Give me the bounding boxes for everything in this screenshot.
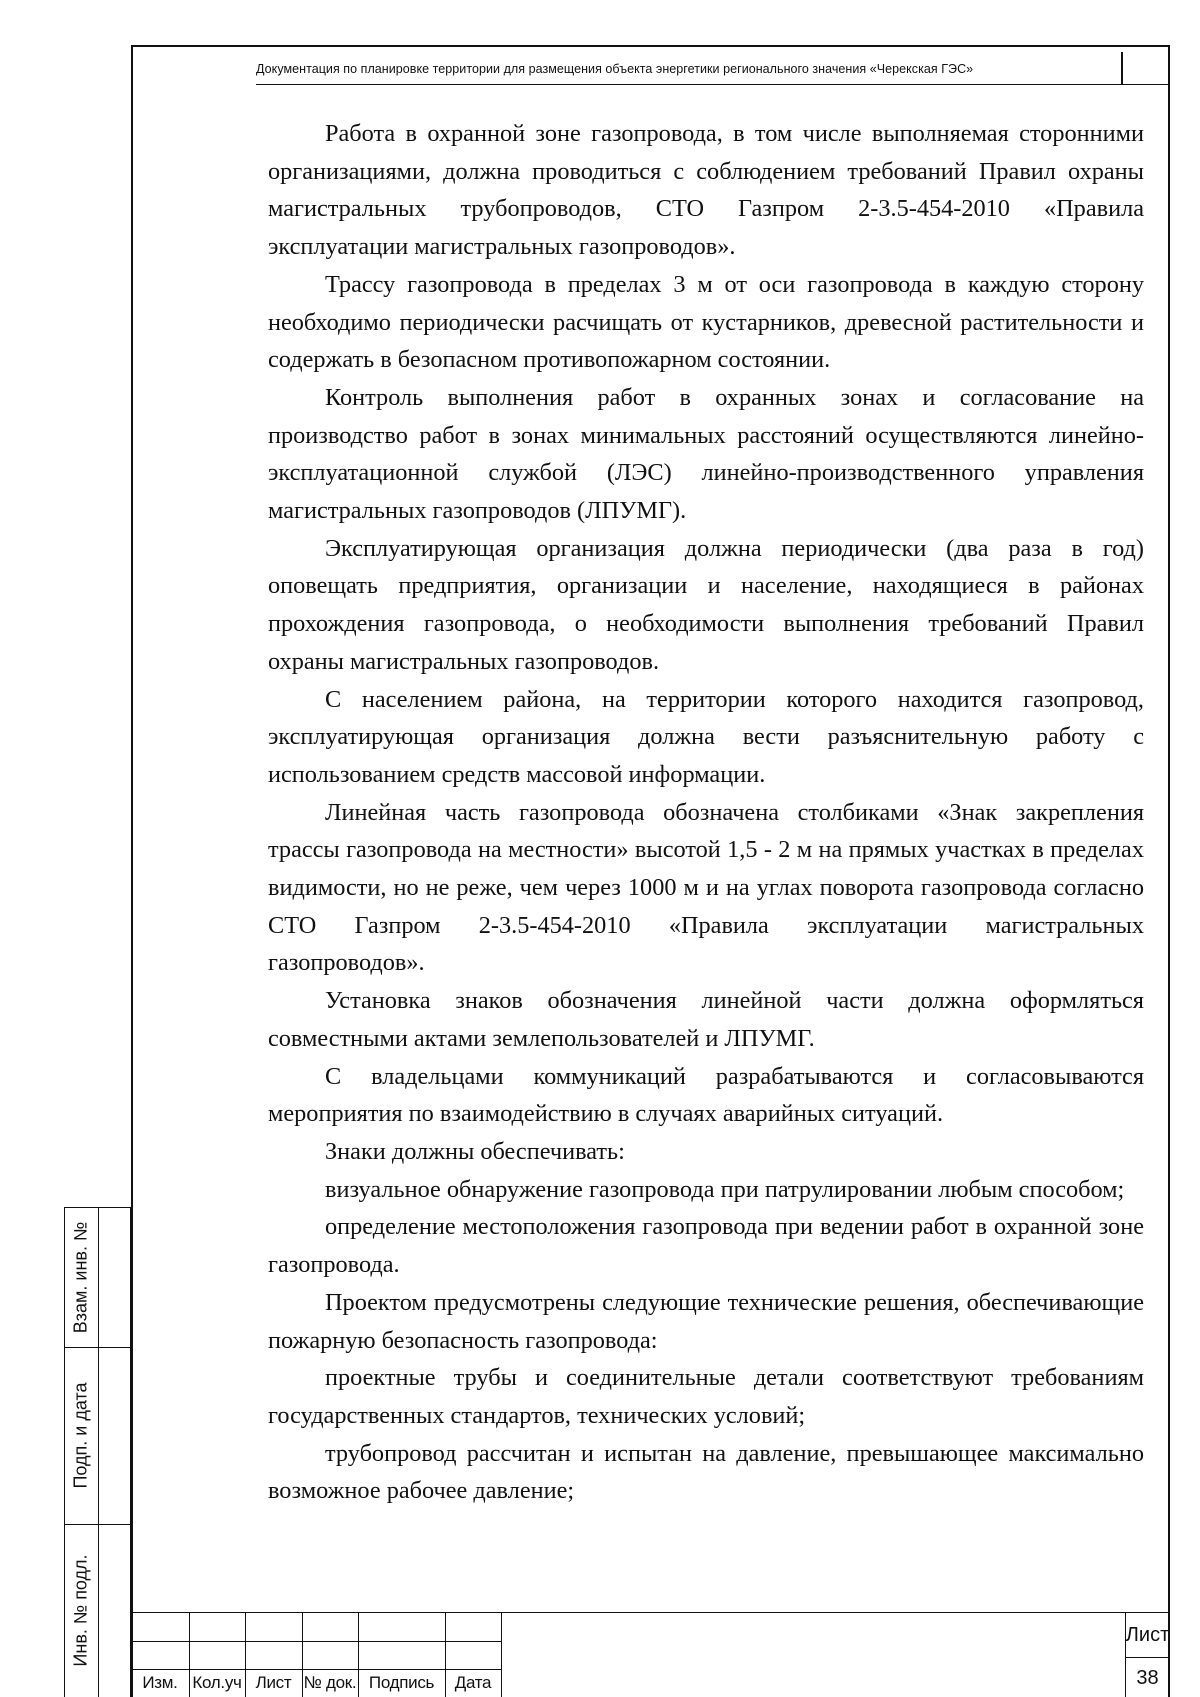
paragraph: Эксплуатирующая организация должна периодически (два раза в год) оповещать предприятия, организации и население, находящиеся в районах прохождения газопровода, о необходимости выполнения требований Правил охраны магистральных газопроводов. <box>268 534 1144 675</box>
header-divider <box>256 84 1121 85</box>
column-label-sheet: Лист <box>255 1673 292 1692</box>
column-label-change: Изм. <box>142 1673 178 1692</box>
paragraph: Контроль выполнения работ в охранных зонах и согласование на производство работ в зонах минимальных расстояний осуществляются линейно-эксплуатационной службой (ЛЭС) линейно-производственного управления магистральных газопроводов (ЛПУМГ). <box>268 383 1144 525</box>
header-divider-right <box>1121 84 1170 85</box>
paragraph: С населением района, на территории которого находится газопровод, эксплуатирующая организация должна вести разъяснительную работу с использованием средств массовой информации. <box>268 685 1144 788</box>
stamp-field-replacement-inv: Взам. инв. № <box>70 1221 91 1333</box>
paragraph: Работа в охранной зоне газопровода, в том числе выполняемая сторонними организациями, должна проводиться с соблюдением требований Правил охраны магистральных трубопроводов, СТО Газпром 2-3.5-454-2010 «Правила эксплуатации магистральных газопроводов». <box>268 120 1144 261</box>
column-label-quantity: Кол.уч <box>192 1673 242 1692</box>
stamp-border <box>98 1207 99 1697</box>
stamp-field-signature-date: Подп. и дата <box>70 1382 91 1489</box>
column-label-date: Дата <box>454 1673 492 1692</box>
paragraph: Линейная часть газопровода обозначена столбиками «Знак закрепления трассы газопровода на местности» высотой 1,5 - 2 м на прямых участках в пределах видимости, но не реже, чем через 1000 м и на углах поворота газопровода согласно СТО Газпром 2-3.5-454-2010 «Правила эксплуатации магистральных газопроводов». <box>268 798 1144 977</box>
title-block-top-line <box>131 1612 1170 1613</box>
sheet-label: Лист <box>1125 1624 1170 1646</box>
column-label-doc-number: № док. <box>303 1673 357 1692</box>
paragraph: С владельцами коммуникаций разрабатываются и согласовываются мероприятия по взаимодействию в случаях аварийных ситуаций. <box>268 1062 1144 1128</box>
paragraph: трубопровод рассчитан и испытан на давление, превышающее максимально возможное рабочее давление; <box>268 1439 1144 1505</box>
stamp-field-original-inv: Инв. № подл. <box>70 1554 91 1667</box>
title-block-col-line <box>501 1612 502 1697</box>
header-tick <box>1121 52 1123 84</box>
paragraph: Трассу газопровода в пределах 3 м от оси газопровода в каждую сторону необходимо периодически расчищать от кустарников, древесной растительности и содержать в безопасном противопожарном состоянии. <box>268 270 1144 374</box>
sheet-number: 38 <box>1136 1667 1159 1689</box>
paragraph: Знаки должны обеспечивать: <box>325 1137 625 1165</box>
title-block <box>131 1612 1170 1697</box>
paragraph: Установка знаков обозначения линейной части должна оформляться совместными актами землепользователей и ЛПУМГ. <box>268 987 1144 1052</box>
paragraph: определение местоположения газопровода при ведении работ в охранной зоне газопровода. <box>268 1213 1144 1279</box>
column-label-signature: Подпись <box>368 1673 435 1692</box>
binding-stamp <box>64 1207 131 1697</box>
document-body <box>268 115 1144 1510</box>
paragraph: Проектом предусмотрены следующие технические решения, обеспечивающие пожарную безопасность газопровода: <box>268 1288 1144 1354</box>
document-header: Документация по планировке территории для размещения объекта энергетики регионального значения «Черекская ГЭС» <box>256 62 974 76</box>
title-block-sheet-line <box>1125 1657 1170 1658</box>
paragraph: визуальное обнаружение газопровода при патрулировании любым способом; <box>325 1175 1125 1203</box>
paragraph: проектные трубы и соединительные детали соответствуют требованиям государственных стандартов, технических условий; <box>268 1364 1144 1429</box>
